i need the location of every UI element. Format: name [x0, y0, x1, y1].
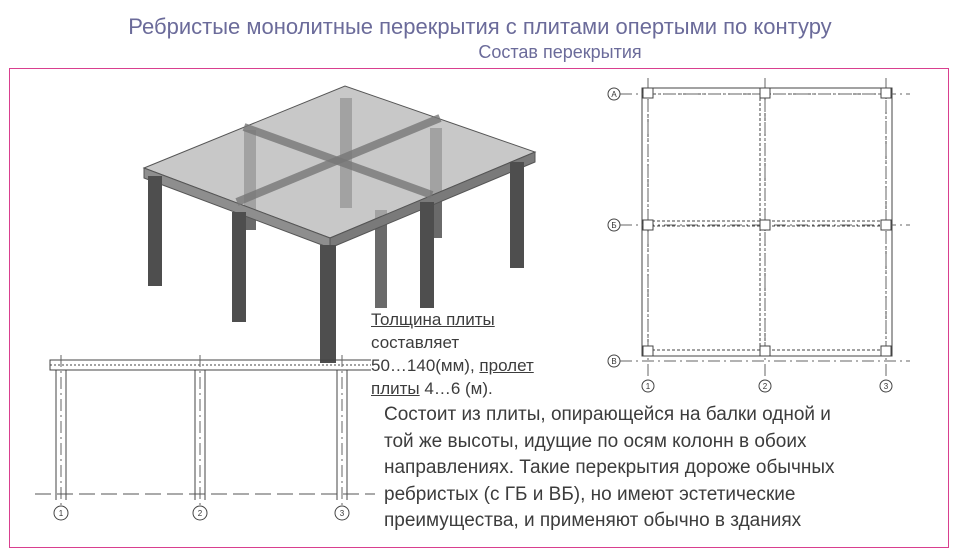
note-link-slab: плиты	[371, 379, 420, 398]
section-axis-label: 1	[58, 509, 64, 518]
section-axis-label: 2	[197, 509, 203, 518]
description-line: той же высоты, идущие по осям колонн в обоих	[384, 430, 807, 452]
slab-thickness-note	[371, 308, 571, 400]
note-fragment: 50…140(мм),	[371, 356, 480, 375]
description-line: ребристых (с ГБ и ВБ), но имеют эстетические	[384, 483, 796, 505]
note-line: составляет	[371, 333, 460, 352]
slide-subtitle: Состав перекрытия	[478, 42, 642, 62]
description-text	[384, 402, 924, 535]
note-link-span: пролет	[479, 356, 534, 375]
column-front-right	[510, 162, 524, 268]
description-line: Состоит из плиты, опирающейся на балки одной и	[384, 404, 831, 425]
note-line	[371, 377, 571, 400]
column-front-mid-left	[232, 212, 246, 322]
section-view-drawing	[30, 350, 375, 530]
description-line: направлениях. Такие перекрытия дороже обычных	[384, 457, 835, 478]
plan-row-axis-label: А	[611, 90, 617, 99]
plan-row-axis-label: Б	[611, 221, 617, 230]
column-front-left	[148, 176, 162, 286]
column-right-mid	[420, 202, 434, 314]
plan-view-drawing	[600, 78, 920, 398]
note-line: Толщина плиты	[371, 310, 495, 329]
note-line	[371, 354, 571, 377]
plan-row-axis-label: В	[611, 357, 617, 366]
slide-title: Ребристые монолитные перекрытия с плитами опертыми по контуру	[128, 14, 832, 39]
column-front-mid	[320, 245, 336, 363]
description-line: преимущества, и применяют обычно в зданиях	[384, 510, 802, 531]
plan-col-axis-label: 3	[883, 382, 889, 391]
plan-col-axis-label: 1	[645, 382, 651, 391]
section-axis-label: 3	[339, 509, 345, 518]
note-fragment: 4…6 (м).	[419, 379, 493, 398]
plan-col-axis-label: 2	[762, 382, 768, 391]
